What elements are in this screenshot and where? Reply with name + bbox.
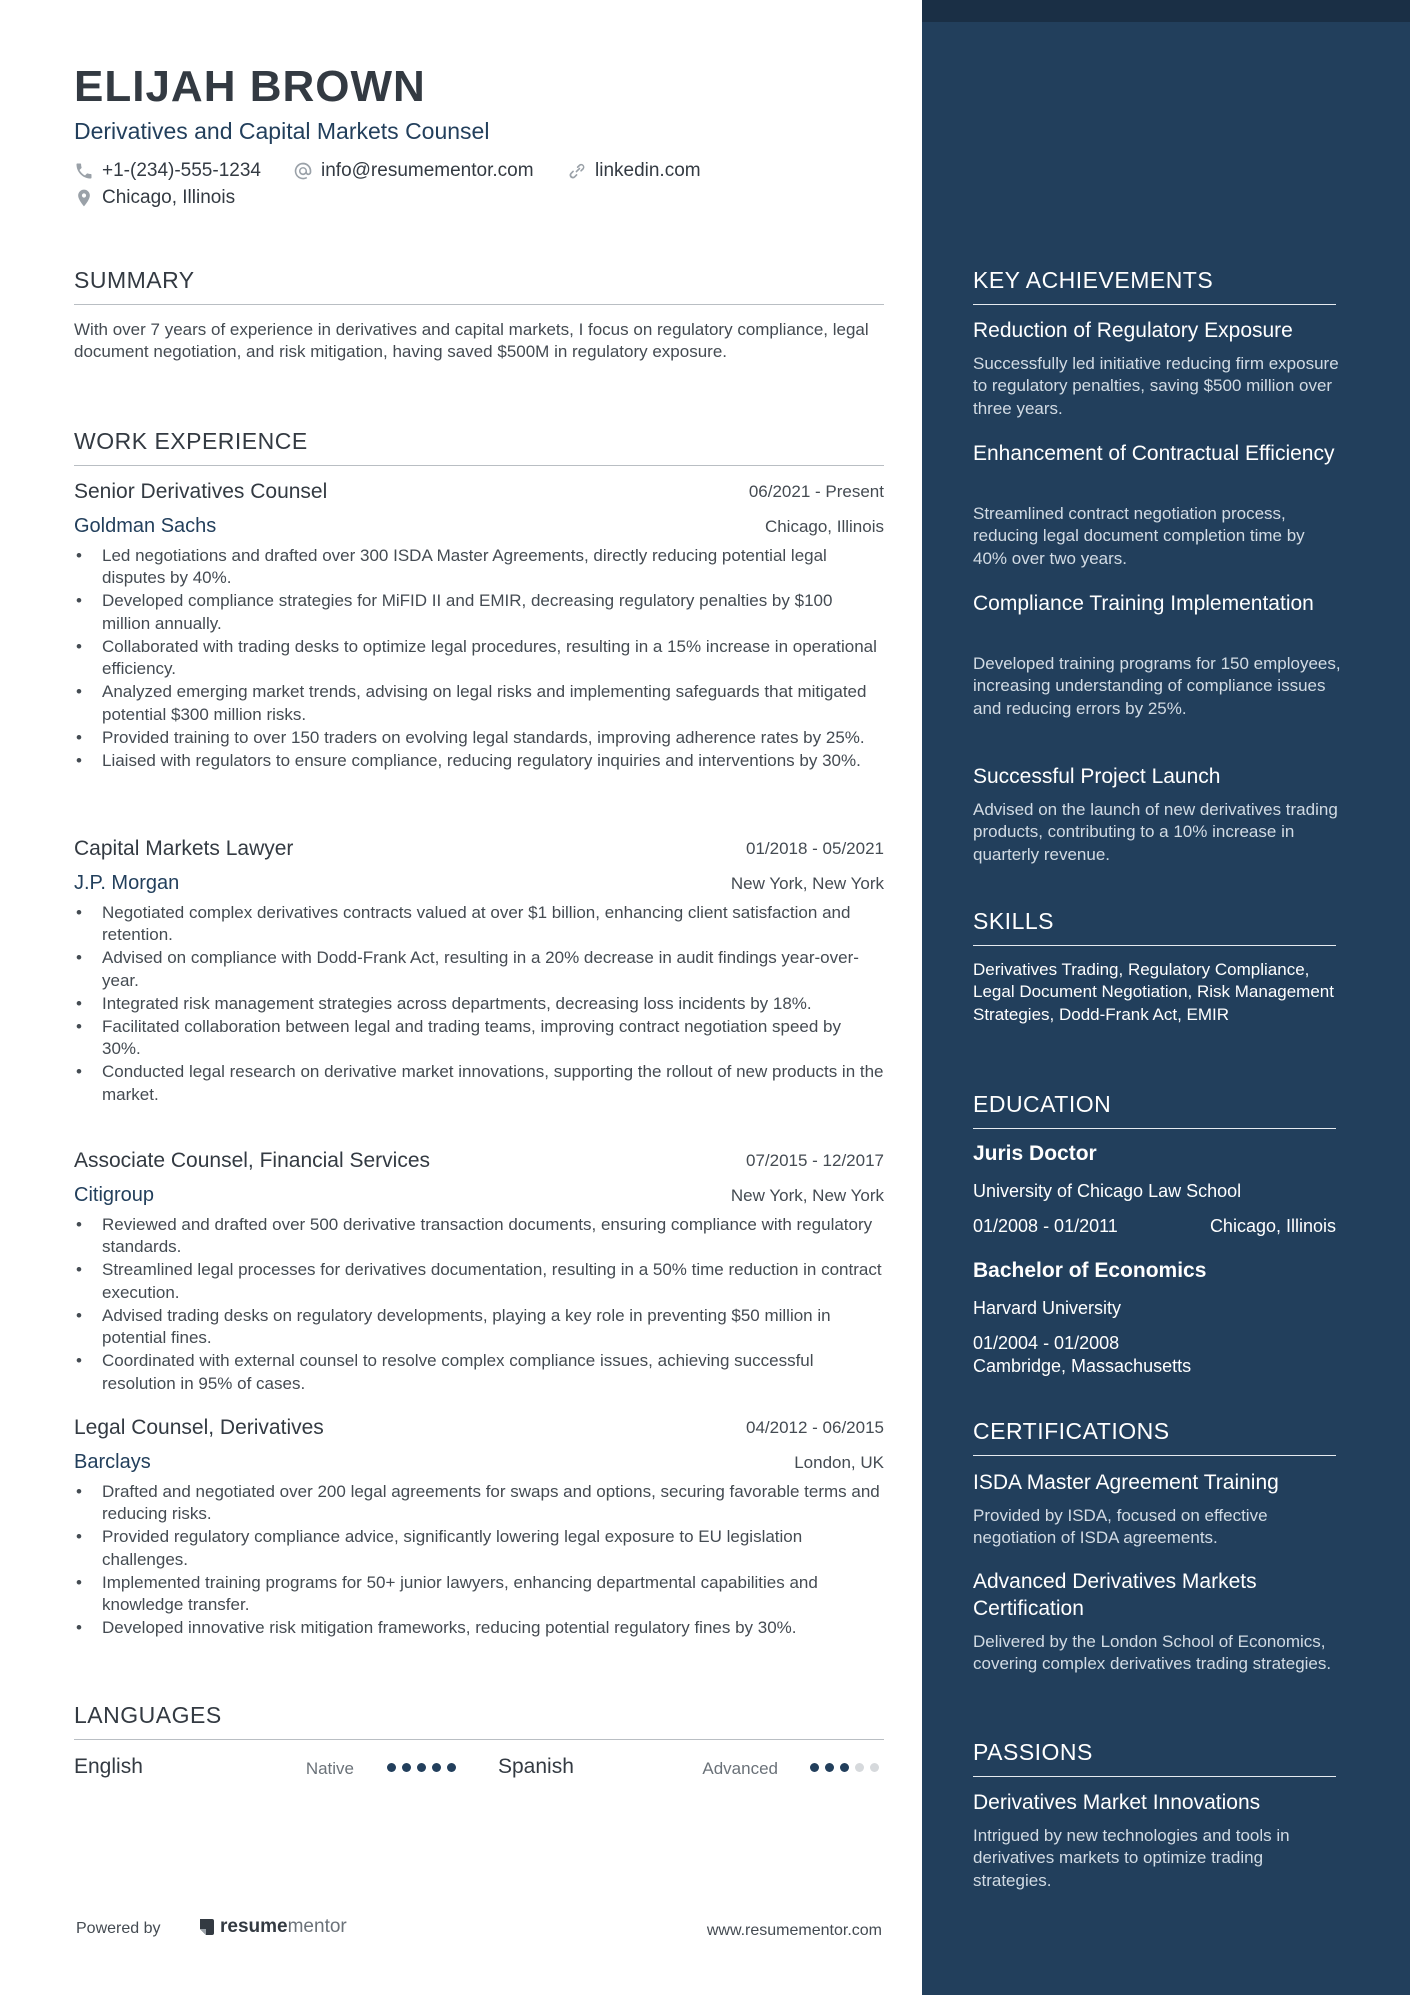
location-pin-icon: [74, 188, 94, 208]
bullet: • Advised on compliance with Dodd-Frank Act, resulting in a 20% decrease in audit findings year-over-year.: [74, 947, 884, 992]
language-name: Spanish: [498, 1755, 574, 1778]
school: University of Chicago Law School: [973, 1181, 1242, 1201]
achievement-title: Successful Project Launch: [973, 765, 1221, 788]
contact-email[interactable]: [293, 160, 534, 182]
language-level: Advanced: [702, 1759, 778, 1778]
degree: Bachelor of Economics: [973, 1259, 1207, 1282]
rating-dot-filled: [387, 1763, 396, 1772]
footer-website[interactable]: www.resumementor.com: [706, 1922, 882, 1939]
education-dates: 01/2004 - 01/2008: [973, 1333, 1120, 1353]
resumementor-logo[interactable]: [198, 1916, 347, 1938]
job-title: Associate Counsel, Financial Services: [74, 1149, 430, 1172]
bullet: • Reviewed and drafted over 500 derivative transaction documents, ensuring compliance with regulatory standards.: [74, 1214, 884, 1259]
achievement-title: Reduction of Regulatory Exposure: [973, 319, 1293, 342]
certifications-heading: CERTIFICATIONS: [973, 1418, 1336, 1456]
sidebar: [922, 0, 1410, 1995]
bullet: • Advised trading desks on regulatory developments, playing a key role in preventing $50 million in potential fines.: [74, 1305, 884, 1350]
rating-dot-filled: [432, 1763, 441, 1772]
logo-text-light: mentor: [287, 1916, 347, 1937]
education-location: Cambridge, Massachusetts: [973, 1356, 1192, 1376]
achievement-text: Streamlined contract negotiation process, reducing legal document completion time by 40% over two years.: [973, 504, 1305, 568]
bullet: • Analyzed emerging market trends, advising on legal risks and implementing safeguards that mitigated potential $300 million risks.: [74, 681, 884, 726]
education-dates: 01/2008 - 01/2011: [973, 1216, 1118, 1236]
bullet: • Facilitated collaboration between legal and trading teams, improving contract negotiation speed by 30%.: [74, 1016, 884, 1061]
summary-text: With over 7 years of experience in derivatives and capital markets, I focus on regulatory compliance, legal document negotiation, and risk mitigation, having saved $500M in regulatory exposure.: [74, 320, 869, 361]
certification-title: Advanced Derivatives Markets Certification: [973, 1570, 1257, 1620]
rating-dot-filled: [840, 1763, 849, 1772]
phone-icon: [74, 161, 94, 181]
language-name: English: [74, 1755, 143, 1778]
job-location: London, UK: [794, 1453, 884, 1472]
rating-dot-empty: [870, 1763, 879, 1772]
job-company: J.P. Morgan: [74, 872, 180, 894]
passion-title: Derivatives Market Innovations: [973, 1791, 1261, 1814]
achievement-text: Successfully led initiative reducing firm exposure to regulatory penalties, saving $500 million over three years.: [973, 354, 1339, 418]
location-text: Chicago, Illinois: [102, 187, 236, 208]
skills-heading: SKILLS: [973, 908, 1336, 946]
school: Harvard University: [973, 1298, 1122, 1318]
job-bullets: [74, 1214, 884, 1396]
email-text: info@resumementor.com: [321, 160, 534, 181]
experience-heading: WORK EXPERIENCE: [74, 428, 884, 466]
job-company: Barclays: [74, 1451, 151, 1473]
resumementor-logo-icon: [198, 1917, 216, 1937]
achievement-title: Compliance Training Implementation: [973, 592, 1314, 615]
passion-text: Intrigued by new technologies and tools in derivatives markets to optimize trading strategies.: [973, 1826, 1290, 1890]
candidate-title: Derivatives and Capital Markets Counsel: [74, 118, 490, 144]
job-dates: 07/2015 - 12/2017: [745, 1151, 884, 1170]
bullet: • Negotiated complex derivatives contracts valued at over $1 billion, enhancing client satisfaction and retention.: [74, 902, 884, 947]
skills-text: Derivatives Trading, Regulatory Compliance, Legal Document Negotiation, Risk Management Strategies, Dodd-Frank Act, EMIR: [973, 960, 1334, 1024]
job-dates: 01/2018 - 05/2021: [745, 839, 884, 858]
language-rating: [387, 1763, 456, 1772]
bullet: • Integrated risk management strategies across departments, decreasing loss incidents by 18%.: [74, 993, 884, 1015]
rating-dot-filled: [417, 1763, 426, 1772]
job-dates: 04/2012 - 06/2015: [745, 1418, 884, 1437]
logo-text-bold: resume: [220, 1916, 288, 1937]
language-rating: [810, 1763, 879, 1772]
rating-dot-filled: [810, 1763, 819, 1772]
passions-heading: PASSIONS: [973, 1739, 1336, 1777]
rating-dot-empty: [855, 1763, 864, 1772]
job-title: Senior Derivatives Counsel: [74, 480, 328, 503]
powered-by-label: Powered by: [76, 1920, 161, 1937]
achievement-text: Developed training programs for 150 employees, increasing understanding of compliance issues and reducing errors by 25%.: [973, 654, 1341, 718]
linkedin-text: linkedin.com: [595, 160, 701, 181]
bullet: • Developed compliance strategies for MiFID II and EMIR, decreasing regulatory penalties by $100 million annually.: [74, 590, 884, 635]
job-title: Legal Counsel, Derivatives: [74, 1416, 324, 1439]
job-title: Capital Markets Lawyer: [74, 837, 294, 860]
achievement-title: Enhancement of Contractual Efficiency: [973, 442, 1335, 465]
job-location: New York, New York: [730, 1186, 884, 1205]
at-icon: [293, 161, 313, 181]
link-icon: [567, 161, 587, 181]
contact-location: [74, 187, 235, 209]
job-bullets: [74, 545, 884, 773]
bullet: • Coordinated with external counsel to resolve complex compliance issues, achieving successful resolution in 95% of cases.: [74, 1350, 884, 1395]
candidate-name: ELIJAH BROWN: [74, 62, 426, 111]
bullet: • Led negotiations and drafted over 300 ISDA Master Agreements, directly reducing potential legal disputes by 40%.: [74, 545, 884, 590]
summary-heading: SUMMARY: [74, 267, 884, 305]
sidebar-top-strip: [922, 0, 1410, 22]
bullet: • Collaborated with trading desks to optimize legal procedures, resulting in a 15% increase in operational efficiency.: [74, 636, 884, 681]
certification-text: Delivered by the London School of Economics, covering complex derivatives trading strategies.: [973, 1632, 1332, 1674]
job-location: Chicago, Illinois: [764, 517, 884, 536]
bullet: • Developed innovative risk mitigation frameworks, reducing potential regulatory fines by 30%.: [74, 1617, 884, 1639]
contact-phone: [74, 160, 261, 182]
bullet: • Provided training to over 150 traders on evolving legal standards, improving adherence rates by 25%.: [74, 727, 884, 749]
bullet: • Drafted and negotiated over 200 legal agreements for swaps and options, securing favorable terms and reducing risks.: [74, 1481, 884, 1526]
languages-heading: LANGUAGES: [74, 1702, 884, 1740]
achievements-heading: KEY ACHIEVEMENTS: [973, 267, 1336, 305]
job-bullets: [74, 902, 884, 1107]
bullet: • Streamlined legal processes for derivatives documentation, resulting in a 50% time reduction in contract execution.: [74, 1259, 884, 1304]
language-level: Native: [305, 1759, 354, 1778]
job-dates: 06/2021 - Present: [748, 482, 884, 501]
rating-dot-filled: [402, 1763, 411, 1772]
achievement-text: Advised on the launch of new derivatives trading products, contributing to a 10% increase in quarterly revenue.: [973, 800, 1338, 864]
rating-dot-filled: [825, 1763, 834, 1772]
bullet: • Liaised with regulators to ensure compliance, reducing regulatory inquiries and interventions by 30%.: [74, 750, 884, 772]
certification-title: ISDA Master Agreement Training: [973, 1471, 1279, 1494]
phone-text: +1-(234)-555-1234: [102, 160, 261, 181]
job-company: Citigroup: [74, 1184, 155, 1206]
job-bullets: [74, 1481, 884, 1640]
job-company: Goldman Sachs: [74, 515, 217, 537]
certification-text: Provided by ISDA, focused on effective negotiation of ISDA agreements.: [973, 1506, 1268, 1548]
rating-dot-filled: [447, 1763, 456, 1772]
degree: Juris Doctor: [973, 1142, 1097, 1165]
education-heading: EDUCATION: [973, 1091, 1336, 1129]
bullet: • Provided regulatory compliance advice, significantly lowering legal exposure to EU legislation challenges.: [74, 1526, 884, 1571]
education-location: Chicago, Illinois: [1209, 1216, 1336, 1236]
job-location: New York, New York: [730, 874, 884, 893]
bullet: • Conducted legal research on derivative market innovations, supporting the rollout of new products in the market.: [74, 1061, 884, 1106]
contact-linkedin[interactable]: [567, 160, 701, 182]
bullet: • Implemented training programs for 50+ junior lawyers, enhancing departmental capabilities and knowledge transfer.: [74, 1572, 884, 1617]
